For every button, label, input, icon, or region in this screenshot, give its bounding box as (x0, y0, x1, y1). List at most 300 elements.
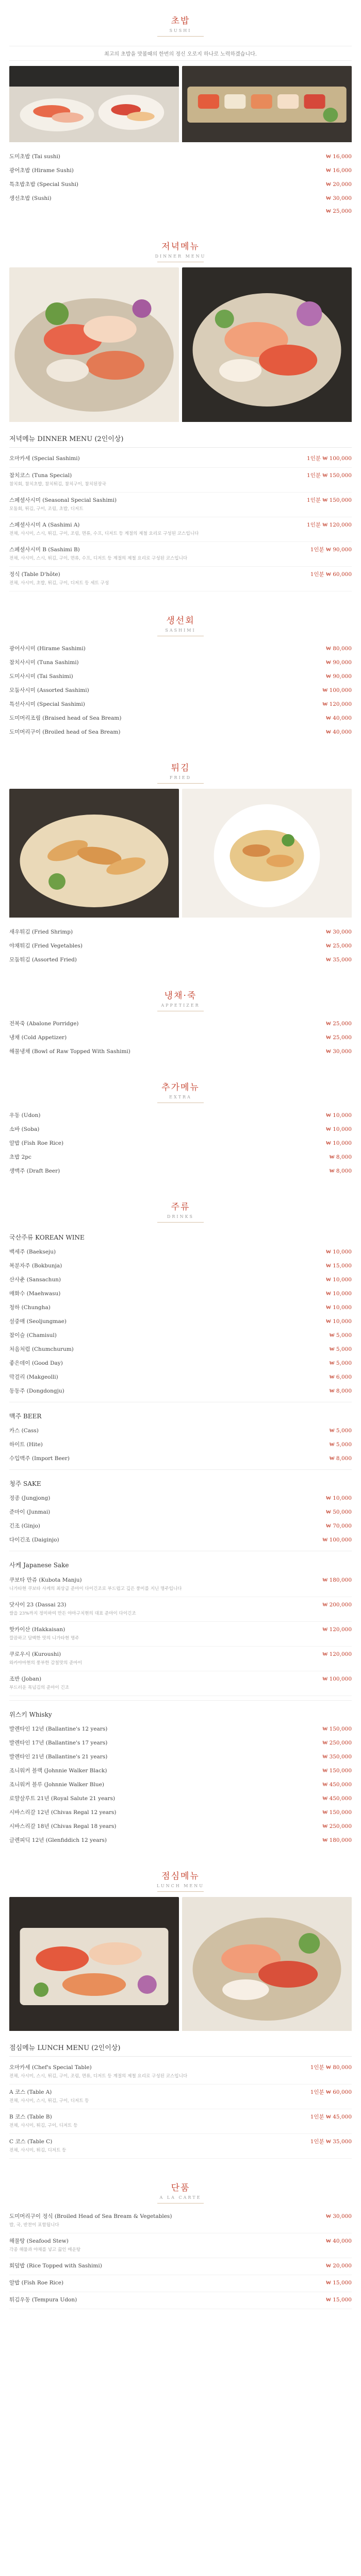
wine-list (9, 1245, 352, 1398)
item-name: 광어사시미 (Hirame Sashimi) (9, 646, 86, 652)
menu-item (9, 1451, 352, 1465)
fried-menu-list (9, 925, 352, 967)
item-name: 도미머리구이 (Broiled head of Sea Bream) (9, 729, 121, 735)
section-rule (157, 1891, 204, 1892)
section-header (9, 1186, 352, 1228)
lunch-photo (182, 1897, 352, 2033)
item-name: 광어초밥 (Hirame Sushi) (9, 167, 74, 174)
photo-row (9, 267, 352, 424)
section-subtitle: SUSHI (169, 28, 192, 33)
item-price: ₩ 100,000 (322, 1676, 352, 1682)
menu-item (9, 683, 352, 697)
item-price: ₩ 20,000 (326, 181, 352, 188)
item-price: ₩ 450,000 (322, 1782, 352, 1788)
menu-item (9, 1437, 352, 1451)
section-title: 초밥 (171, 16, 190, 26)
item-price: ₩ 120,000 (322, 1626, 352, 1633)
item-desc: 각종 해물과 야채를 넣고 끓인 매운탕 (9, 2247, 81, 2252)
item-name: 다이긴조 (Daiginjo) (9, 1537, 59, 1543)
spacer (0, 1847, 361, 1855)
item-desc: 전채, 사시미, 스시, 튀김, 구이, 면류, 수프, 디저트 등 계절의 제철 요리로 구성된 코스입니다 (9, 556, 188, 561)
menu-item (9, 1597, 352, 1622)
menu-item (9, 1833, 352, 1847)
item-name: 해물탕 (Seafood Stew) (9, 2238, 69, 2244)
menu-item (9, 2109, 352, 2134)
section-rule (157, 1222, 204, 1223)
item-name: 튀김우동 (Tempura Udon) (9, 2297, 77, 2303)
menu-item (9, 1150, 352, 1164)
item-name: 정종 (Jungjong) (9, 1495, 51, 1501)
menu-item (9, 1016, 352, 1030)
item-name: 로얄살루트 21년 (Royal Salute 21 years) (9, 1795, 116, 1802)
menu-item (9, 2084, 352, 2109)
item-price: ₩ 16,000 (326, 154, 352, 160)
menu-item (9, 641, 352, 655)
item-name: A 코스 (Table A) (9, 2089, 52, 2095)
item-name: 스페셜사시미 (Seasonal Special Sashimi) (9, 497, 117, 503)
item-name: 쿠로우시 (Kuroushi) (9, 1651, 61, 1657)
item-price: ₩ 70,000 (326, 1523, 352, 1529)
item-price: ₩ 10,000 (326, 1291, 352, 1297)
item-price: 1인분 ₩ 150,000 (307, 497, 352, 503)
item-name: 소바 (Soba) (9, 1126, 40, 1132)
item-price: ₩ 10,000 (326, 1126, 352, 1132)
item-name: 청하 (Chungha) (9, 1304, 51, 1311)
item-price: ₩ 16,000 (326, 167, 352, 174)
menu-item (9, 1722, 352, 1736)
item-price: ₩ 90,000 (326, 673, 352, 680)
item-price: ₩ 6,000 (329, 1374, 352, 1380)
sushi-photo (9, 66, 179, 144)
item-price: ₩ 10,000 (326, 1112, 352, 1118)
item-desc: 니가타현 쿠보타 사케의 최상급 준마이 다이긴조로 부드럽고 깊은 풍미를 지닌 명주입니다 (9, 1586, 182, 1591)
item-name: 냉채 (Cold Appetizer) (9, 1035, 67, 1041)
sushi-photo (182, 66, 352, 144)
item-name: 동동주 (Dongdongju) (9, 1388, 64, 1394)
photo-row (9, 789, 352, 920)
item-name: 정식 (Table D'hôte) (9, 571, 60, 578)
group-title: 위스키 Whisky (9, 1711, 52, 1718)
menu-item (9, 1819, 352, 1833)
section-header (9, 226, 352, 267)
section-subtitle: APPETIZER (161, 1003, 200, 1008)
beer-list (9, 1423, 352, 1465)
item-price: ₩ 40,000 (326, 715, 352, 721)
menu-item (9, 1572, 352, 1597)
item-name: 산사춘 (Sansachun) (9, 1277, 61, 1283)
item-price: ₩ 30,000 (326, 929, 352, 935)
item-price: ₩ 15,000 (326, 2297, 352, 2303)
item-price: ₩ 8,000 (329, 1455, 352, 1462)
sushi-menu-list (9, 149, 352, 217)
item-price: ₩ 250,000 (322, 1823, 352, 1829)
menu-item (9, 1805, 352, 1819)
section-subtitle: DRINKS (167, 1214, 194, 1219)
menu-item (9, 939, 352, 953)
section-appetizer (0, 975, 361, 1058)
item-name: C 코스 (Table C) (9, 2139, 53, 2145)
section-rule (157, 36, 204, 37)
item-price: ₩ 8,000 (329, 1154, 352, 1160)
item-price: ₩ 150,000 (322, 1768, 352, 1774)
divider (9, 1469, 352, 1470)
item-name: 도미머리구이 정식 (Broiled Head of Sea Bream & Vegetables) (9, 2213, 172, 2219)
menu-item (9, 1136, 352, 1150)
item-desc: 전채, 사시미, 튀김, 디저트 등 (9, 2148, 67, 2153)
item-name: 특선사시미 (Special Sashimi) (9, 701, 85, 707)
section-header (9, 1066, 352, 1108)
item-name: 글렌피딕 12년 (Glenfiddich 12 years) (9, 1837, 107, 1843)
menu-item (9, 468, 352, 493)
item-name: 참치사시미 (Tuna Sashimi) (9, 659, 79, 666)
item-name: 모둠튀김 (Assorted Fried) (9, 957, 77, 963)
item-name: 핫카이산 (Hakkaisan) (9, 1626, 65, 1633)
item-price: 1인분 ₩ 45,000 (310, 2114, 352, 2120)
section-title: 점심메뉴 (161, 1871, 200, 1882)
item-name: 준마이 (Junmai) (9, 1509, 51, 1515)
item-name: 야채튀김 (Fried Vegetables) (9, 943, 83, 949)
item-name: 막걸리 (Makgeolli) (9, 1374, 58, 1380)
menu-item (9, 1423, 352, 1437)
item-name: 닷사이 23 (Dassai 23) (9, 1602, 67, 1608)
section-rule (157, 2203, 204, 2204)
menu-item (9, 1044, 352, 1058)
item-price: ₩ 10,000 (326, 1318, 352, 1325)
section-title: 튀김 (171, 763, 190, 773)
menu-item (9, 669, 352, 683)
menu-item (9, 1356, 352, 1370)
item-name: 모둠사시미 (Assorted Sashimi) (9, 687, 89, 693)
item-name: 백세주 (Baekseju) (9, 1249, 56, 1255)
item-name: 생선초밥 (Sushi) (9, 195, 52, 201)
item-price: ₩ 5,000 (329, 1442, 352, 1448)
item-desc: 전채, 사시미, 스시, 튀김, 구이, 디저트 등 (9, 2098, 89, 2104)
item-price: ₩ 450,000 (322, 1795, 352, 1802)
item-price: ₩ 30,000 (326, 1048, 352, 1055)
section-header (9, 1855, 352, 1897)
item-name: 복분자주 (Bokbunja) (9, 1263, 62, 1269)
menu-item (9, 925, 352, 939)
item-name: 수입맥주 (Import Beer) (9, 1455, 70, 1462)
menu-item (9, 1736, 352, 1750)
menu-item (9, 725, 352, 739)
menu-item (9, 1314, 352, 1328)
menu-item (9, 1647, 352, 1671)
item-price: 1인분 ₩ 90,000 (310, 547, 352, 553)
menu-item (9, 2060, 352, 2084)
spacer (0, 217, 361, 226)
menu-item (9, 451, 352, 468)
item-desc: 부드러운 목넘김의 준마이 긴조 (9, 1685, 70, 1690)
section-subtitle: EXTRA (169, 1095, 192, 1099)
item-name: 조반 (Joban) (9, 1676, 42, 1682)
section-header (9, 747, 352, 789)
item-name: 참이슬 (Chamisul) (9, 1332, 57, 1338)
item-price: ₩ 5,000 (329, 1428, 352, 1434)
item-desc: 전채, 사시미, 초밥, 튀김, 구이, 디저트 등 세트 구성 (9, 581, 109, 586)
item-price: ₩ 25,000 (326, 943, 352, 949)
section-subtitle: A LA CARTE (159, 2195, 202, 2200)
menu-item (9, 711, 352, 725)
item-name: 긴조 (Ginjo) (9, 1523, 40, 1529)
item-name: 카스 (Cass) (9, 1428, 39, 1434)
section-header (9, 2167, 352, 2209)
section-dinner (0, 226, 361, 591)
item-price: ₩ 10,000 (326, 1304, 352, 1311)
item-price: 1인분 ₩ 80,000 (310, 2064, 352, 2071)
section-subtitle: DINNER MENU (155, 254, 206, 259)
menu-item (9, 2275, 352, 2292)
item-price: ₩ 10,000 (326, 1277, 352, 1283)
group-title: 국산주류 KOREAN WINE (9, 1234, 85, 1241)
item-price: 1인분 ₩ 100,000 (307, 455, 352, 462)
menu-item (9, 1286, 352, 1300)
item-price: ₩ 30,000 (326, 2213, 352, 2219)
section-title: 생선회 (166, 616, 195, 626)
menu-item (9, 1519, 352, 1533)
section-title: 저녁메뉴 (161, 242, 200, 252)
spacer (0, 1058, 361, 1066)
menu-item (9, 1273, 352, 1286)
section-fried (0, 747, 361, 967)
section-header (9, 975, 352, 1016)
item-name: 오마카세 (Chef's Special Table) (9, 2064, 92, 2071)
section-lunch-extra (0, 2167, 361, 2309)
item-price: ₩ 200,000 (322, 1602, 352, 1608)
item-price: ₩ 25,000 (326, 208, 352, 214)
menu-item (9, 1505, 352, 1519)
section-title: 주류 (171, 1202, 190, 1212)
menu-item (9, 1777, 352, 1791)
menu-item (9, 1791, 352, 1805)
item-name: 처음처럼 (Chumchurum) (9, 1346, 74, 1352)
section-title: 단품 (171, 2183, 190, 2193)
section-drinks (0, 1186, 361, 1847)
item-name: 발렌타인 21년 (Ballantine's 21 years) (9, 1754, 108, 1760)
item-name: 알밥 (Fish Roe Rice) (9, 1140, 64, 1146)
item-price: ₩ 8,000 (329, 1388, 352, 1394)
fried-photo (182, 789, 352, 920)
item-name: 시바스리갈 18년 (Chivas Regal 18 years) (9, 1823, 117, 1829)
menu-item (9, 2233, 352, 2258)
menu-item (9, 1328, 352, 1342)
spacer (0, 2309, 361, 2317)
menu-item (9, 1671, 352, 1696)
menu-item (9, 1764, 352, 1777)
item-price: ₩ 5,000 (329, 1346, 352, 1352)
spacer (0, 591, 361, 600)
menu-item (9, 1342, 352, 1356)
section-title: 추가메뉴 (161, 1082, 200, 1093)
item-name: 조니워커 블루 (Johnnie Walker Blue) (9, 1782, 104, 1788)
item-price: ₩ 25,000 (326, 1035, 352, 1041)
section-sushi (0, 0, 361, 217)
sake-list (9, 1491, 352, 1547)
item-name: 해물냉채 (Bowl of Raw Topped With Sashimi) (9, 1048, 130, 1055)
menu-item (9, 567, 352, 591)
menu-item (9, 2134, 352, 2159)
group-title: 맥주 BEER (9, 1413, 42, 1420)
section-title: 냉채·죽 (164, 991, 197, 1001)
item-desc: 참치회, 참치초밥, 참치튀김, 참치구이, 참치된장국 (9, 482, 106, 487)
item-price: ₩ 180,000 (322, 1837, 352, 1843)
item-price: ₩ 50,000 (326, 1509, 352, 1515)
dinner-photo (9, 267, 179, 424)
menu-item (9, 493, 352, 517)
section-subtitle: FRIED (170, 775, 191, 780)
item-price: ₩ 5,000 (329, 1332, 352, 1338)
menu-item (9, 149, 352, 163)
section-rule (157, 783, 204, 784)
menu-item (9, 1384, 352, 1398)
group-title: 사케 Japanese Sake (9, 1562, 69, 1569)
item-desc: 밥, 국, 반찬이 포함됩니다 (9, 2223, 59, 2228)
item-name: 참치코스 (Tuna Special) (9, 472, 72, 479)
item-price: ₩ 5,000 (329, 1360, 352, 1366)
item-price: ₩ 80,000 (326, 646, 352, 652)
item-name: 회덮밥 (Rice Topped with Sashimi) (9, 2263, 102, 2269)
item-price: ₩ 40,000 (326, 729, 352, 735)
menu-item (9, 1108, 352, 1122)
whisky-list (9, 1722, 352, 1847)
section-extra (0, 1066, 361, 1178)
item-price: 1인분 ₩ 35,000 (310, 2139, 352, 2145)
item-price: ₩ 10,000 (326, 1495, 352, 1501)
spacer (0, 1178, 361, 1186)
divider (9, 1700, 352, 1701)
item-name: 도미머리조림 (Braised head of Sea Bream) (9, 715, 122, 721)
item-name: 스페셜사시미 A (Sashimi A) (9, 522, 80, 528)
item-price: 1인분 ₩ 60,000 (310, 2089, 352, 2095)
menu-item (9, 1750, 352, 1764)
item-desc: 모둠회, 튀김, 구이, 조림, 초밥, 디저트 (9, 506, 84, 512)
spacer (0, 967, 361, 975)
appetizer-menu-list (9, 1016, 352, 1058)
menu-item (9, 697, 352, 711)
section-sashimi (0, 600, 361, 739)
menu-item (9, 2258, 352, 2275)
item-name: 조니워커 블랙 (Johnnie Walker Black) (9, 1768, 107, 1774)
photo-row (9, 66, 352, 144)
item-name: 전복죽 (Abalone Porridge) (9, 1021, 79, 1027)
item-name: 새우튀김 (Fried Shrimp) (9, 929, 73, 935)
item-price: ₩ 120,000 (322, 701, 352, 707)
item-price: ₩ 350,000 (322, 1754, 352, 1760)
menu-item (9, 542, 352, 567)
item-price: 1인분 ₩ 60,000 (310, 571, 352, 578)
item-name: B 코스 (Table B) (9, 2114, 52, 2120)
item-name: 매화수 (Maehwasu) (9, 1291, 61, 1297)
item-price: ₩ 8,000 (329, 1168, 352, 1174)
item-desc: 전채, 사시미, 스시, 튀김, 구이, 조림, 면류, 디저트 등 계절의 제철 요리로 구성된 코스입니다 (9, 2074, 188, 2079)
section-subtitle: SASHIMI (165, 628, 196, 633)
item-price: ₩ 150,000 (322, 1809, 352, 1816)
item-name: 알밥 (Fish Roe Rice) (9, 2280, 64, 2286)
item-name: 좋은데이 (Good Day) (9, 1360, 63, 1366)
item-name: 발렌타인 17년 (Ballantine's 17 years) (9, 1740, 108, 1746)
group-title: 청주 SAKE (9, 1480, 41, 1487)
photo-row (9, 1897, 352, 2033)
menu-item (9, 1622, 352, 1647)
menu-item (9, 953, 352, 967)
extra-menu-list (9, 1108, 352, 1178)
item-price: ₩ 90,000 (326, 659, 352, 666)
sashimi-menu-list (9, 641, 352, 739)
spacer (0, 2159, 361, 2167)
item-name: 도미초밥 (Tai sushi) (9, 154, 60, 160)
item-price: ₩ 100,000 (322, 1537, 352, 1543)
item-price: ₩ 40,000 (326, 2238, 352, 2244)
item-price: ₩ 120,000 (322, 1651, 352, 1657)
menu-item (9, 205, 352, 217)
item-name: 우동 (Udon) (9, 1112, 41, 1118)
section-lunch (0, 1855, 361, 2159)
item-desc: 전채, 사시미, 스시, 튀김, 구이, 조림, 면류, 수프, 디저트 등 계절의 제철 요리로 구성된 코스입니다 (9, 531, 199, 536)
item-name: 발렌타인 12년 (Ballantine's 12 years) (9, 1726, 108, 1732)
item-desc: 깔끔하고 담백한 맛의 니가타현 명주 (9, 1636, 79, 1641)
menu-item (9, 191, 352, 205)
menu-item (9, 2209, 352, 2233)
section-subtitle: LUNCH MENU (156, 1884, 205, 1888)
menu-item (9, 655, 352, 669)
menu-item (9, 1030, 352, 1044)
item-price: ₩ 30,000 (326, 195, 352, 201)
item-name: 시바스리갈 12년 (Chivas Regal 12 years) (9, 1809, 117, 1816)
menu-item (9, 1122, 352, 1136)
menu-item (9, 1259, 352, 1273)
section-header (9, 600, 352, 641)
section-header (9, 0, 352, 42)
item-name: 쿠보타 만쥬 (Kubota Manju) (9, 1577, 82, 1583)
course-title: 저녁메뉴 DINNER MENU (2인이상) (9, 429, 352, 448)
spacer (0, 739, 361, 747)
item-price: ₩ 35,000 (326, 957, 352, 963)
item-desc: 전채, 사시미, 튀김, 구이, 디저트 등 (9, 2123, 78, 2128)
item-price: 1인분 ₩ 150,000 (307, 472, 352, 479)
item-name: 하이트 (Hite) (9, 1442, 43, 1448)
item-price: ₩ 25,000 (326, 1021, 352, 1027)
menu-item (9, 177, 352, 191)
item-price: ₩ 10,000 (326, 1249, 352, 1255)
menu-item (9, 1370, 352, 1384)
section-notice: 최고의 초밥을 맛볼때의 한번의 정신 오로지 하나로 노력하겠습니다. (9, 46, 352, 61)
menu-item (9, 1245, 352, 1259)
item-name: 특초밥초밥 (Special Sushi) (9, 181, 79, 188)
item-desc: 쌀을 23%까지 정미하여 만든 야마구치현의 대표 준마이 다이긴조 (9, 1611, 136, 1616)
dinner-photo (182, 267, 352, 424)
menu-item (9, 1491, 352, 1505)
item-price: ₩ 20,000 (326, 2263, 352, 2269)
item-price: ₩ 15,000 (326, 2280, 352, 2286)
item-name: 생맥주 (Draft Beer) (9, 1168, 60, 1174)
item-price: ₩ 180,000 (322, 1577, 352, 1583)
course-title: 점심메뉴 LUNCH MENU (2인이상) (9, 2038, 352, 2057)
item-price: ₩ 10,000 (326, 1140, 352, 1146)
item-price: 1인분 ₩ 120,000 (307, 522, 352, 528)
menu-item (9, 1533, 352, 1547)
item-name: 오마카세 (Special Sashimi) (9, 455, 80, 462)
menu-item (9, 163, 352, 177)
item-price: ₩ 250,000 (322, 1740, 352, 1746)
item-name: 도미사시미 (Tai Sashimi) (9, 673, 73, 680)
menu-item (9, 1300, 352, 1314)
item-name: 초밥 2pc (9, 1154, 31, 1160)
item-name: 설중매 (Seoljungmae) (9, 1318, 67, 1325)
menu-item (9, 2292, 352, 2309)
fried-photo (9, 789, 179, 920)
item-name: 스페셜사시미 B (Sashimi B) (9, 547, 80, 553)
item-price: ₩ 150,000 (322, 1726, 352, 1732)
